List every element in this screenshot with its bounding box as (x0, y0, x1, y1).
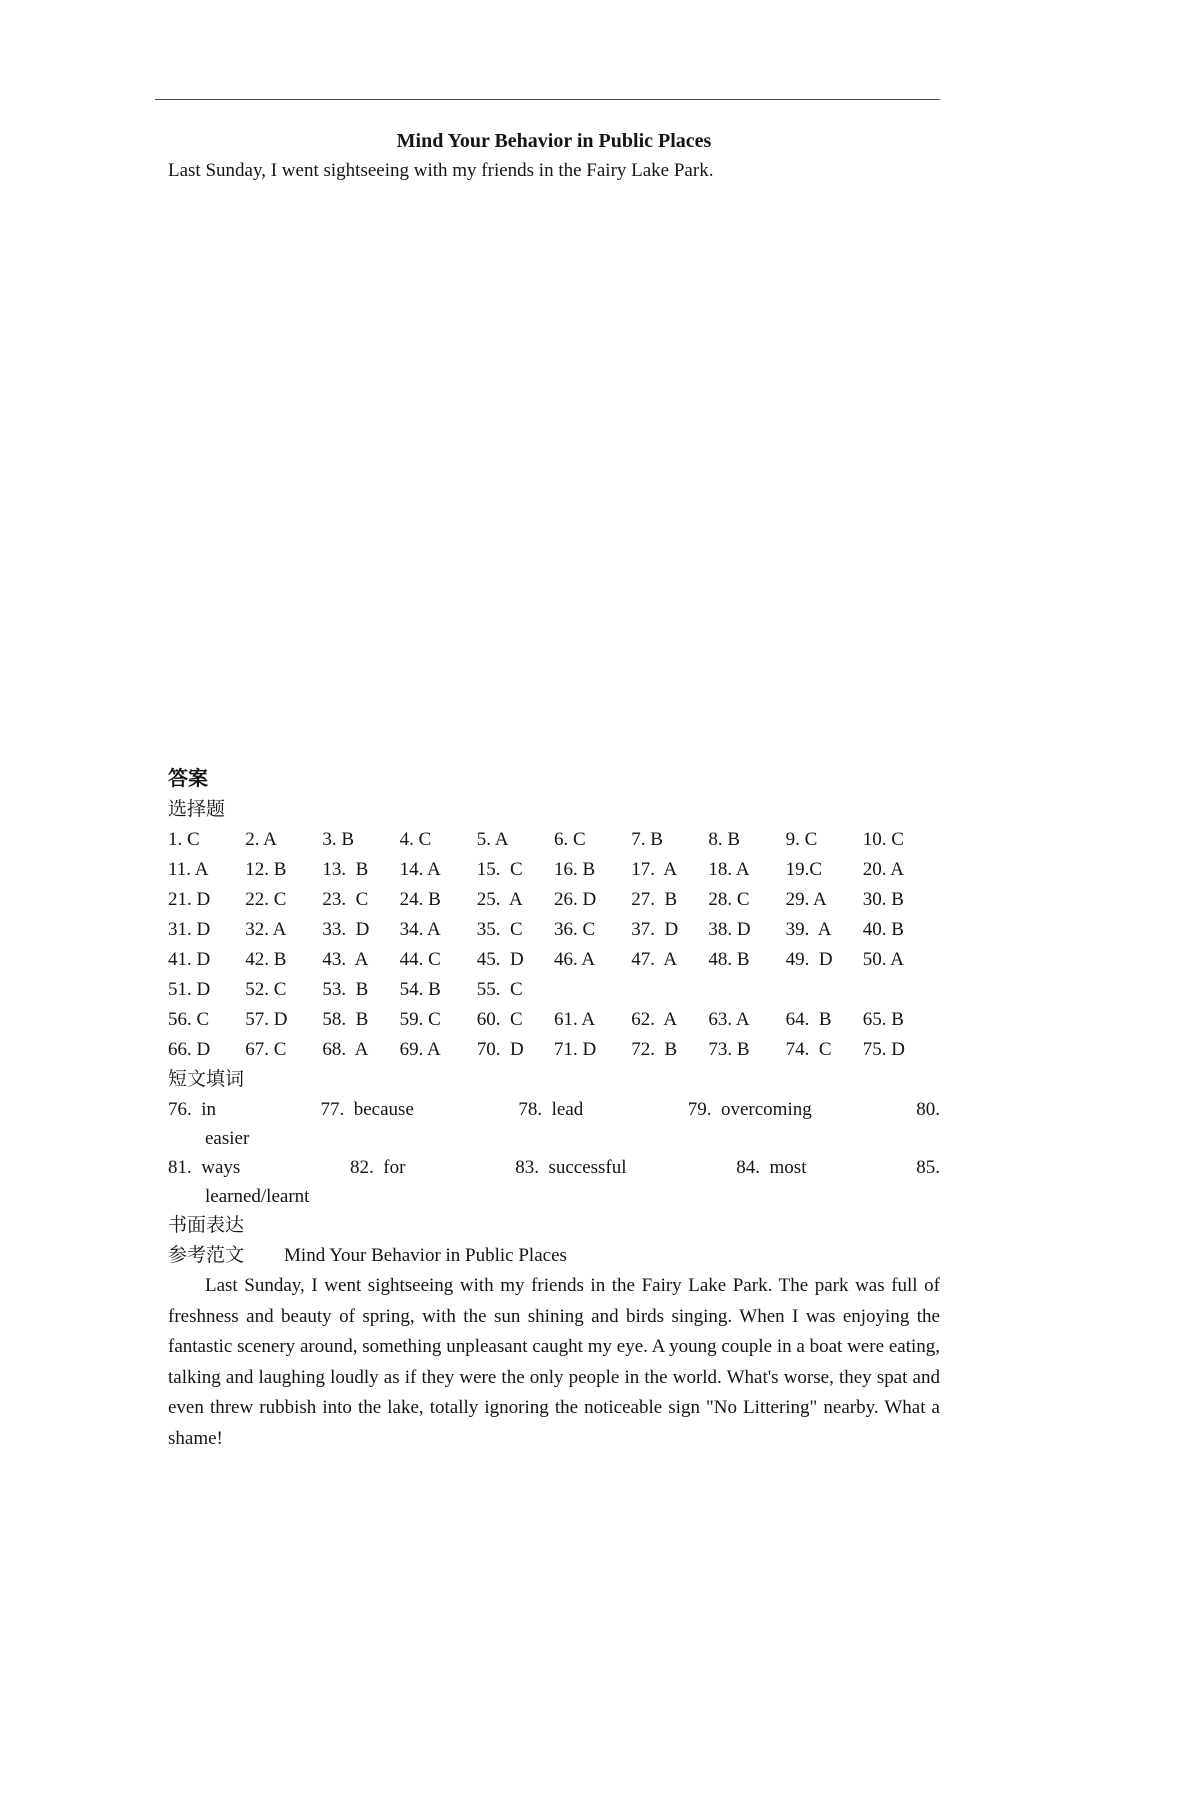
fill-answer-cell: 77. because (320, 1099, 414, 1120)
choice-answer-cell: 33. D (322, 919, 370, 940)
blank-space (168, 186, 940, 764)
choice-answer-cell: 58. B (322, 1009, 369, 1030)
choice-answer-cell: 69. A (399, 1039, 441, 1060)
choice-answer-cell: 26. D (553, 889, 597, 910)
choice-answer-cell: 16. B (553, 859, 596, 880)
essay-intro-line: Last Sunday, I went sightseeing with my friends in the Fairy Lake Park. (168, 160, 714, 181)
writing-section-label: 书面表达 (168, 1215, 245, 1236)
choice-section-label: 选择题 (168, 799, 226, 820)
choice-answer-cell: 42. B (245, 949, 287, 970)
essay-title: Mind Your Behavior in Public Places (396, 130, 712, 152)
content-area (168, 126, 940, 1454)
choice-answer-cell: 63. A (708, 1009, 750, 1030)
choice-answer-cell: 29. A (785, 889, 827, 910)
choice-answer-cell: 20. A (862, 859, 904, 880)
choice-answer-cell: 64. B (785, 1009, 832, 1030)
choice-answer-cell: 49. D (785, 949, 833, 970)
choice-answer-cell: 7. B (631, 829, 663, 850)
choice-answer-cell: 38. D (708, 919, 751, 940)
choice-answer-cell: 4. C (399, 829, 432, 850)
choice-answer-cell: 59. C (399, 1009, 441, 1030)
document-page (0, 99, 1200, 1797)
choice-answer-cell: 17. A (631, 859, 678, 880)
fill-answer-continuation: learned/learnt (205, 1186, 310, 1207)
choice-answer-cell: 40. B (862, 919, 904, 940)
choice-answer-cell: 27. B (631, 889, 678, 910)
choice-answer-cell: 46. A (553, 949, 596, 970)
choice-answer-cell: 31. D (168, 919, 211, 940)
choice-answer-cell: 34. A (399, 919, 441, 940)
choice-answer-cell: 51. D (168, 979, 211, 1000)
choice-answer-cell: 65. B (862, 1009, 904, 1030)
choice-answer-cell: 3. B (322, 829, 355, 850)
choice-answer-cell: 15. C (476, 859, 523, 880)
choice-answer-cell: 66. D (168, 1039, 211, 1060)
choice-answer-cell: 2. A (245, 829, 277, 850)
choice-answer-row (168, 915, 940, 945)
choice-answer-row (168, 975, 940, 1005)
fill-answer-row (168, 1153, 940, 1182)
choice-answer-cell: 9. C (785, 829, 818, 850)
choice-answer-cell: 37. D (631, 919, 679, 940)
choice-answer-cell: 22. C (245, 889, 287, 910)
choice-answer-cell: 75. D (862, 1039, 906, 1060)
choice-answer-cell: 54. B (399, 979, 441, 1000)
choice-answer-cell: 21. D (168, 889, 211, 910)
choice-answer-cell: 67. C (245, 1039, 287, 1060)
choice-answer-cell: 13. B (322, 859, 369, 880)
model-essay-line (168, 1241, 940, 1271)
fill-answers-block (168, 1095, 940, 1211)
choice-answer-cell: 56. C (168, 1009, 210, 1030)
choice-answer-cell: 1. C (168, 829, 200, 850)
choice-answer-row (168, 825, 940, 855)
choice-answer-cell: 8. B (708, 829, 741, 850)
choice-answer-cell: 71. D (553, 1039, 597, 1060)
choice-answer-row (168, 1005, 940, 1035)
choice-answer-row (168, 945, 940, 975)
answers-heading: 答案 (168, 768, 208, 790)
choice-answer-cell: 10. C (862, 829, 904, 850)
choice-answer-cell: 44. C (399, 949, 441, 970)
choice-answer-cell: 32. A (245, 919, 287, 940)
choice-answer-cell: 74. C (785, 1039, 832, 1060)
choice-answer-cell: 73. B (708, 1039, 750, 1060)
choice-answer-cell: 24. B (399, 889, 441, 910)
fill-answer-cell: 76. in (168, 1099, 217, 1120)
choice-answer-cell: 11. A (168, 859, 209, 880)
choice-answer-cell: 23. C (322, 889, 369, 910)
choice-answer-cell: 53. B (322, 979, 369, 1000)
choice-answer-cell: 41. D (168, 949, 211, 970)
choice-answer-grid (168, 825, 940, 1065)
choice-answer-cell: 61. A (553, 1009, 596, 1030)
fill-answer-cell: 78. lead (518, 1099, 584, 1120)
choice-answer-cell: 6. C (553, 829, 586, 850)
choice-answer-cell: 36. C (553, 919, 596, 940)
choice-answer-cell: 60. C (476, 1009, 523, 1030)
choice-answer-cell: 43. A (322, 949, 369, 970)
choice-answer-cell: 68. A (322, 1039, 369, 1060)
choice-answer-cell: 19.C (785, 859, 823, 880)
choice-answer-cell: 72. B (631, 1039, 678, 1060)
top-rule (155, 99, 940, 100)
choice-answer-cell: 18. A (708, 859, 750, 880)
choice-answer-cell: 28. C (708, 889, 750, 910)
fill-answer-cell: 79. overcoming (687, 1099, 812, 1120)
choice-answer-cell: 55. C (476, 979, 523, 1000)
fill-answer-cell: 85. (916, 1157, 940, 1178)
choice-answer-row (168, 1035, 940, 1065)
fill-answer-cell: 80. (916, 1099, 940, 1120)
model-essay-paragraph: Last Sunday, I went sightseeing with my friends in the Fairy Lake Park. The park was full of freshness and beauty of spring, with the sun shining and birds singing. When I was enjoying the fantastic scenery around, something unpleasant caught my eye. A young couple in a boat were eating, talking and laughing loudly as if they were the only people in the world. What's worse, they spat and even threw rubbish into the lake, totally ignoring the noticeable sign "No Littering" nearby. What a shame! (168, 1275, 940, 1449)
model-essay-title: Mind Your Behavior in Public Places (284, 1245, 567, 1266)
choice-answer-cell: 25. A (476, 889, 523, 910)
choice-answer-cell: 50. A (862, 949, 904, 970)
fill-answer-cell: 83. successful (515, 1157, 627, 1178)
choice-answer-row (168, 855, 940, 885)
model-essay-label: 参考范文 (168, 1245, 245, 1266)
choice-answer-cell: 14. A (399, 859, 441, 880)
choice-answer-cell: 35. C (476, 919, 523, 940)
choice-answer-cell: 39. A (785, 919, 832, 940)
choice-answer-cell: 70. D (476, 1039, 524, 1060)
choice-answer-cell: 47. A (631, 949, 678, 970)
choice-answer-cell: 5. A (476, 829, 509, 850)
choice-answer-cell: 62. A (631, 1009, 678, 1030)
choice-answer-cell: 48. B (708, 949, 750, 970)
fill-section-label: 短文填词 (168, 1069, 245, 1090)
fill-answer-cell: 82. for (350, 1157, 406, 1178)
choice-answer-cell: 52. C (245, 979, 287, 1000)
fill-answer-row (168, 1095, 940, 1124)
choice-answer-cell: 57. D (245, 1009, 288, 1030)
choice-answer-cell: 45. D (476, 949, 524, 970)
choice-answer-cell: 12. B (245, 859, 287, 880)
fill-answer-cell: 81. ways (168, 1157, 241, 1178)
fill-answer-continuation: easier (205, 1128, 250, 1149)
fill-answer-cell: 84. most (736, 1157, 807, 1178)
choice-answer-row (168, 885, 940, 915)
choice-answer-cell: 30. B (862, 889, 904, 910)
